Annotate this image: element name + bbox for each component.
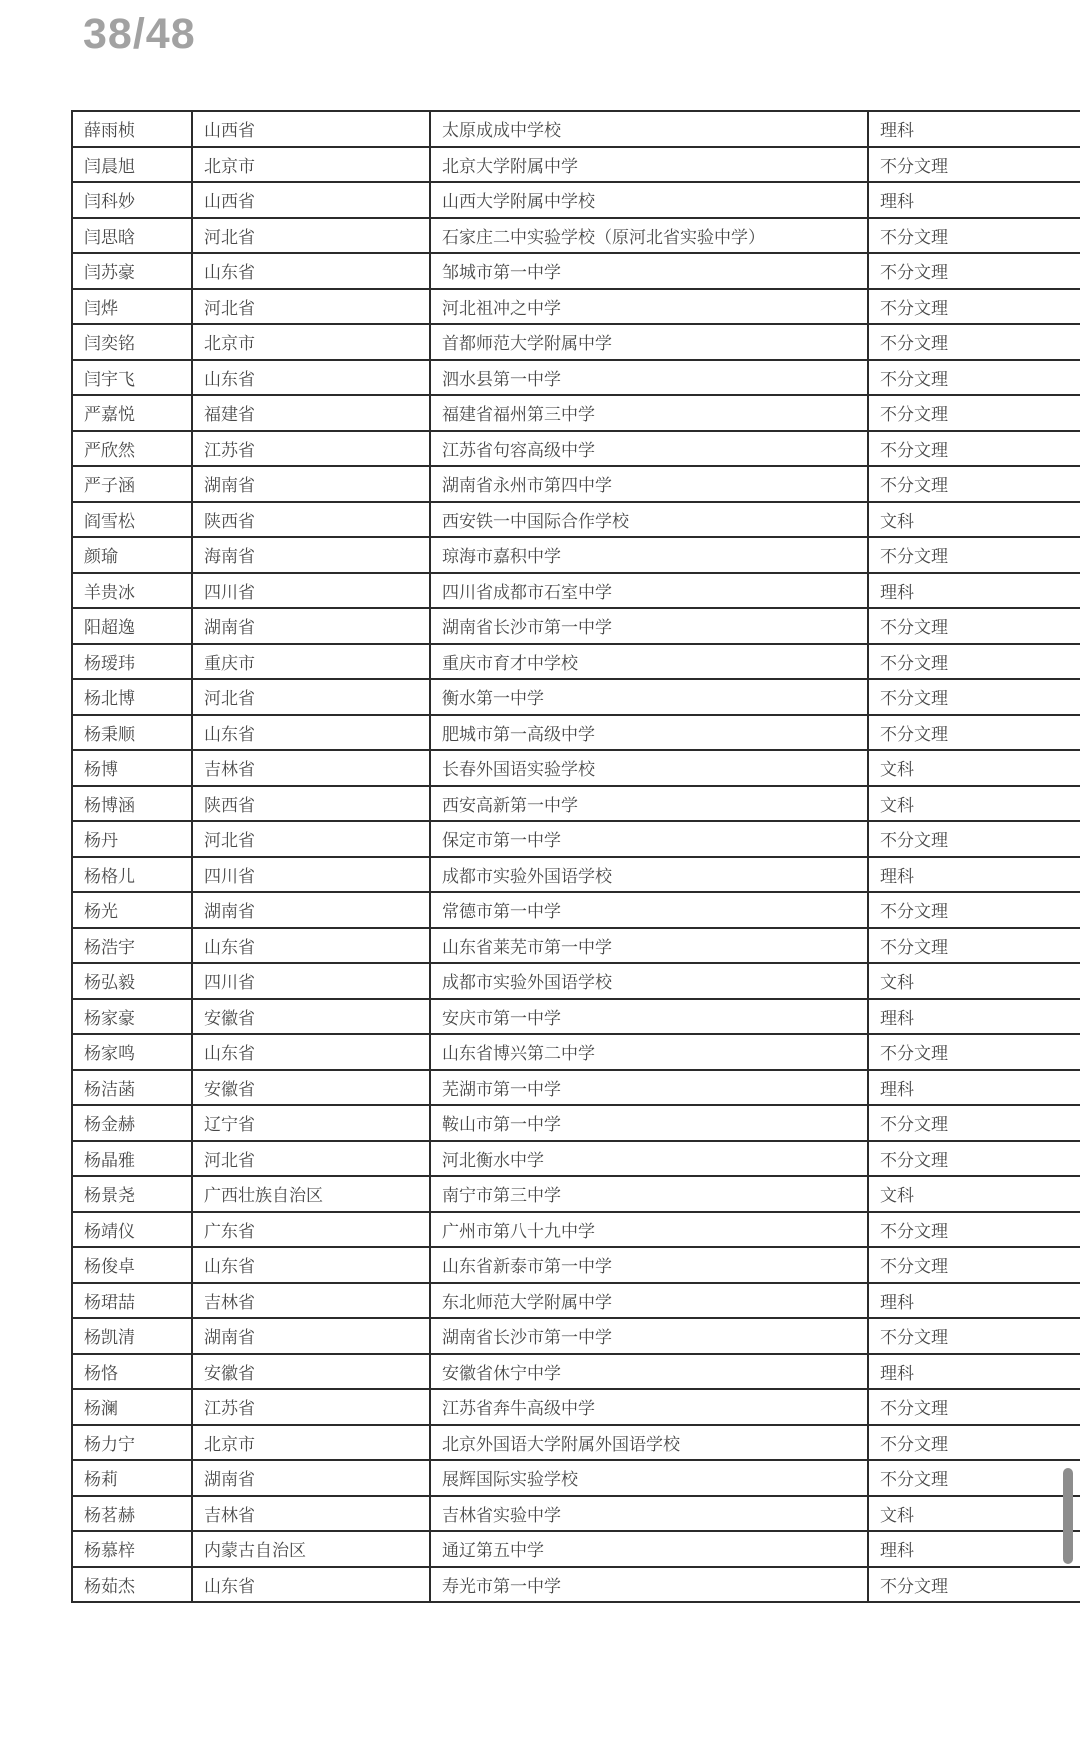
table-row <box>72 1176 1080 1212</box>
table-row <box>72 1531 1080 1567</box>
cell-category: 文科 <box>868 1176 1080 1212</box>
table-row <box>72 147 1080 183</box>
cell-name: 杨浩宇 <box>72 928 192 964</box>
cell-province: 河北省 <box>192 679 430 715</box>
cell-school: 成都市实验外国语学校 <box>430 857 868 893</box>
cell-province: 北京市 <box>192 324 430 360</box>
cell-province: 吉林省 <box>192 750 430 786</box>
cell-province: 江苏省 <box>192 1389 430 1425</box>
table-row <box>72 395 1080 431</box>
cell-province: 四川省 <box>192 573 430 609</box>
cell-category: 不分文理 <box>868 431 1080 467</box>
table-row <box>72 786 1080 822</box>
cell-province: 安徽省 <box>192 1354 430 1390</box>
cell-province: 河北省 <box>192 1141 430 1177</box>
cell-name: 杨弘毅 <box>72 963 192 999</box>
cell-name: 杨澜 <box>72 1389 192 1425</box>
cell-school: 四川省成都市石室中学 <box>430 573 868 609</box>
cell-school: 肥城市第一高级中学 <box>430 715 868 751</box>
cell-school: 长春外国语实验学校 <box>430 750 868 786</box>
cell-school: 山东省新泰市第一中学 <box>430 1247 868 1283</box>
cell-province: 山东省 <box>192 253 430 289</box>
cell-name: 闫苏豪 <box>72 253 192 289</box>
table-row <box>72 1212 1080 1248</box>
cell-category: 不分文理 <box>868 218 1080 254</box>
cell-province: 湖南省 <box>192 466 430 502</box>
cell-category: 文科 <box>868 963 1080 999</box>
cell-name: 杨茗赫 <box>72 1496 192 1532</box>
cell-category: 不分文理 <box>868 608 1080 644</box>
cell-category: 不分文理 <box>868 324 1080 360</box>
cell-name: 闫烨 <box>72 289 192 325</box>
cell-category: 理科 <box>868 1531 1080 1567</box>
cell-school: 太原成成中学校 <box>430 111 868 147</box>
cell-province: 湖南省 <box>192 1318 430 1354</box>
cell-name: 闫思晗 <box>72 218 192 254</box>
cell-name: 杨靖仪 <box>72 1212 192 1248</box>
cell-category: 不分文理 <box>868 466 1080 502</box>
cell-school: 湖南省永州市第四中学 <box>430 466 868 502</box>
cell-school: 首都师范大学附属中学 <box>430 324 868 360</box>
cell-category: 文科 <box>868 502 1080 538</box>
cell-category: 不分文理 <box>868 892 1080 928</box>
cell-category: 理科 <box>868 1283 1080 1319</box>
table-row <box>72 537 1080 573</box>
cell-category: 理科 <box>868 573 1080 609</box>
cell-school: 山东省博兴第二中学 <box>430 1034 868 1070</box>
cell-name: 杨北博 <box>72 679 192 715</box>
cell-name: 阎雪松 <box>72 502 192 538</box>
scrollbar-thumb[interactable] <box>1063 1468 1073 1564</box>
table-row <box>72 111 1080 147</box>
cell-province: 四川省 <box>192 963 430 999</box>
cell-category: 不分文理 <box>868 1247 1080 1283</box>
cell-school: 鞍山市第一中学 <box>430 1105 868 1141</box>
table-row <box>72 892 1080 928</box>
table-row <box>72 253 1080 289</box>
cell-category: 理科 <box>868 182 1080 218</box>
table-row <box>72 1354 1080 1390</box>
cell-school: 吉林省实验中学 <box>430 1496 868 1532</box>
table-row <box>72 1283 1080 1319</box>
table-row <box>72 715 1080 751</box>
cell-school: 衡水第一中学 <box>430 679 868 715</box>
cell-category: 不分文理 <box>868 1141 1080 1177</box>
cell-province: 河北省 <box>192 218 430 254</box>
cell-province: 吉林省 <box>192 1496 430 1532</box>
table-row <box>72 644 1080 680</box>
cell-province: 北京市 <box>192 1425 430 1461</box>
cell-school: 重庆市育才中学校 <box>430 644 868 680</box>
cell-province: 重庆市 <box>192 644 430 680</box>
cell-name: 杨丹 <box>72 821 192 857</box>
cell-name: 颜瑜 <box>72 537 192 573</box>
table-row <box>72 466 1080 502</box>
cell-name: 严欣然 <box>72 431 192 467</box>
cell-province: 湖南省 <box>192 892 430 928</box>
cell-school: 常德市第一中学 <box>430 892 868 928</box>
table-row <box>72 679 1080 715</box>
cell-name: 杨力宁 <box>72 1425 192 1461</box>
cell-school: 展辉国际实验学校 <box>430 1460 868 1496</box>
cell-school: 山西大学附属中学校 <box>430 182 868 218</box>
cell-name: 闫宇飞 <box>72 360 192 396</box>
cell-category: 不分文理 <box>868 1389 1080 1425</box>
cell-province: 山西省 <box>192 111 430 147</box>
cell-category: 不分文理 <box>868 1425 1080 1461</box>
cell-category: 不分文理 <box>868 1460 1080 1496</box>
table-row <box>72 857 1080 893</box>
cell-school: 湖南省长沙市第一中学 <box>430 608 868 644</box>
cell-name: 杨晶雅 <box>72 1141 192 1177</box>
table-row <box>72 1034 1080 1070</box>
table-row <box>72 999 1080 1035</box>
cell-school: 安庆市第一中学 <box>430 999 868 1035</box>
cell-name: 杨珺喆 <box>72 1283 192 1319</box>
cell-name: 薛雨桢 <box>72 111 192 147</box>
table-row <box>72 1247 1080 1283</box>
cell-school: 河北祖冲之中学 <box>430 289 868 325</box>
cell-province: 山东省 <box>192 360 430 396</box>
cell-school: 河北衡水中学 <box>430 1141 868 1177</box>
cell-category: 理科 <box>868 111 1080 147</box>
cell-name: 杨光 <box>72 892 192 928</box>
cell-province: 北京市 <box>192 147 430 183</box>
cell-name: 杨家鸣 <box>72 1034 192 1070</box>
cell-province: 福建省 <box>192 395 430 431</box>
table-row <box>72 1318 1080 1354</box>
cell-name: 杨恪 <box>72 1354 192 1390</box>
cell-school: 西安高新第一中学 <box>430 786 868 822</box>
cell-school: 江苏省句容高级中学 <box>430 431 868 467</box>
cell-province: 广西壮族自治区 <box>192 1176 430 1212</box>
table-row <box>72 573 1080 609</box>
cell-school: 邹城市第一中学 <box>430 253 868 289</box>
table-row <box>72 608 1080 644</box>
cell-school: 福建省福州第三中学 <box>430 395 868 431</box>
cell-name: 杨洁菡 <box>72 1070 192 1106</box>
cell-school: 江苏省奔牛高级中学 <box>430 1389 868 1425</box>
cell-name: 闫晨旭 <box>72 147 192 183</box>
cell-category: 不分文理 <box>868 537 1080 573</box>
cell-category: 不分文理 <box>868 360 1080 396</box>
table-row <box>72 1460 1080 1496</box>
cell-province: 山东省 <box>192 928 430 964</box>
cell-category: 不分文理 <box>868 289 1080 325</box>
cell-name: 杨莉 <box>72 1460 192 1496</box>
cell-name: 闫科妙 <box>72 182 192 218</box>
cell-school: 泗水县第一中学 <box>430 360 868 396</box>
cell-category: 不分文理 <box>868 253 1080 289</box>
cell-school: 安徽省休宁中学 <box>430 1354 868 1390</box>
cell-name: 杨俊卓 <box>72 1247 192 1283</box>
cell-name: 羊贵冰 <box>72 573 192 609</box>
cell-school: 芜湖市第一中学 <box>430 1070 868 1106</box>
cell-school: 石家庄二中实验学校（原河北省实验中学） <box>430 218 868 254</box>
cell-name: 闫奕铭 <box>72 324 192 360</box>
cell-province: 安徽省 <box>192 999 430 1035</box>
cell-category: 文科 <box>868 786 1080 822</box>
cell-category: 理科 <box>868 999 1080 1035</box>
cell-category: 不分文理 <box>868 644 1080 680</box>
cell-name: 严嘉悦 <box>72 395 192 431</box>
page-indicator: 38/48 <box>83 10 196 58</box>
cell-category: 不分文理 <box>868 147 1080 183</box>
cell-category: 理科 <box>868 1354 1080 1390</box>
table-row <box>72 324 1080 360</box>
cell-school: 西安铁一中国际合作学校 <box>430 502 868 538</box>
cell-name: 杨凯清 <box>72 1318 192 1354</box>
cell-category: 不分文理 <box>868 1567 1080 1603</box>
cell-category: 不分文理 <box>868 679 1080 715</box>
cell-school: 广州市第八十九中学 <box>430 1212 868 1248</box>
cell-province: 河北省 <box>192 289 430 325</box>
cell-name: 阳超逸 <box>72 608 192 644</box>
roster-table-body <box>72 111 1080 1602</box>
table-row <box>72 218 1080 254</box>
cell-province: 山东省 <box>192 1567 430 1603</box>
table-row <box>72 1496 1080 1532</box>
cell-category: 文科 <box>868 750 1080 786</box>
table-row <box>72 360 1080 396</box>
cell-name: 杨瑷玮 <box>72 644 192 680</box>
cell-school: 成都市实验外国语学校 <box>430 963 868 999</box>
cell-school: 保定市第一中学 <box>430 821 868 857</box>
cell-name: 杨景尧 <box>72 1176 192 1212</box>
table-row <box>72 1567 1080 1603</box>
table-row <box>72 928 1080 964</box>
cell-category: 不分文理 <box>868 1212 1080 1248</box>
cell-province: 河北省 <box>192 821 430 857</box>
cell-province: 湖南省 <box>192 1460 430 1496</box>
cell-category: 不分文理 <box>868 395 1080 431</box>
cell-category: 不分文理 <box>868 1318 1080 1354</box>
cell-name: 杨博涵 <box>72 786 192 822</box>
table-row <box>72 1141 1080 1177</box>
cell-school: 山东省莱芜市第一中学 <box>430 928 868 964</box>
cell-name: 杨茹杰 <box>72 1567 192 1603</box>
cell-province: 山东省 <box>192 1247 430 1283</box>
cell-category: 不分文理 <box>868 1105 1080 1141</box>
cell-province: 陕西省 <box>192 786 430 822</box>
cell-category: 不分文理 <box>868 821 1080 857</box>
cell-province: 山东省 <box>192 1034 430 1070</box>
cell-school: 东北师范大学附属中学 <box>430 1283 868 1319</box>
cell-school: 南宁市第三中学 <box>430 1176 868 1212</box>
table-row <box>72 1425 1080 1461</box>
cell-school: 湖南省长沙市第一中学 <box>430 1318 868 1354</box>
table-row <box>72 750 1080 786</box>
cell-school: 北京外国语大学附属外国语学校 <box>430 1425 868 1461</box>
cell-province: 安徽省 <box>192 1070 430 1106</box>
cell-category: 不分文理 <box>868 1034 1080 1070</box>
cell-name: 杨家豪 <box>72 999 192 1035</box>
cell-province: 湖南省 <box>192 608 430 644</box>
cell-province: 辽宁省 <box>192 1105 430 1141</box>
table-row <box>72 963 1080 999</box>
cell-name: 杨格儿 <box>72 857 192 893</box>
table-row <box>72 431 1080 467</box>
cell-province: 山西省 <box>192 182 430 218</box>
cell-province: 四川省 <box>192 857 430 893</box>
table-row <box>72 1105 1080 1141</box>
roster-table <box>71 110 1080 1603</box>
table-row <box>72 289 1080 325</box>
cell-category: 文科 <box>868 1496 1080 1532</box>
cell-province: 江苏省 <box>192 431 430 467</box>
cell-province: 内蒙古自治区 <box>192 1531 430 1567</box>
cell-school: 琼海市嘉积中学 <box>430 537 868 573</box>
table-row <box>72 1389 1080 1425</box>
table-row <box>72 502 1080 538</box>
cell-name: 杨博 <box>72 750 192 786</box>
cell-province: 海南省 <box>192 537 430 573</box>
cell-province: 广东省 <box>192 1212 430 1248</box>
cell-province: 吉林省 <box>192 1283 430 1319</box>
cell-name: 杨金赫 <box>72 1105 192 1141</box>
cell-name: 杨慕梓 <box>72 1531 192 1567</box>
cell-province: 陕西省 <box>192 502 430 538</box>
cell-name: 杨秉顺 <box>72 715 192 751</box>
cell-category: 理科 <box>868 857 1080 893</box>
cell-category: 不分文理 <box>868 928 1080 964</box>
cell-category: 不分文理 <box>868 715 1080 751</box>
cell-school: 通辽第五中学 <box>430 1531 868 1567</box>
table-row <box>72 1070 1080 1106</box>
cell-category: 理科 <box>868 1070 1080 1106</box>
cell-school: 寿光市第一中学 <box>430 1567 868 1603</box>
table-row <box>72 182 1080 218</box>
cell-name: 严子涵 <box>72 466 192 502</box>
cell-school: 北京大学附属中学 <box>430 147 868 183</box>
cell-province: 山东省 <box>192 715 430 751</box>
table-row <box>72 821 1080 857</box>
